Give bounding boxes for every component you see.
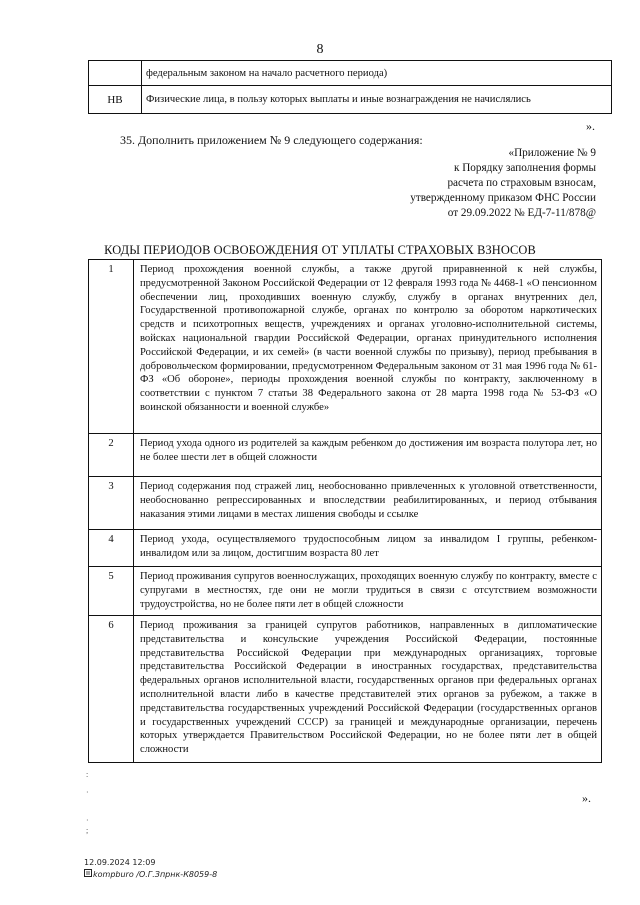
closing-quote-mark: ». — [586, 119, 595, 133]
footer-document-code — [84, 869, 217, 880]
top-code-table — [88, 60, 612, 114]
closing-quote-mark: ». — [582, 791, 591, 805]
page-number: 8 — [316, 42, 324, 57]
footer-timestamp: 12.09.2024 12:09 — [84, 858, 156, 867]
description-cell: Физические лица, в пользу которых выплаты и иные вознаграждения не начислялись — [142, 86, 612, 114]
margin-mark: : — [86, 770, 89, 779]
period-codes-table — [88, 259, 602, 763]
margin-mark: · — [86, 788, 89, 797]
appendix-header-line: утвержденному приказом ФНС России — [410, 192, 596, 204]
appendix-header-line: от 29.09.2022 № ЕД-7-11/878@ — [447, 207, 596, 219]
description-cell: Период содержания под стражей лиц, необоснованно привлеченных к уголовной ответственности, необоснованно репрессированных и впоследствии реабилитированных, и период отбывания наказания этими лицами в местах лишения свободы и ссылке — [134, 477, 602, 530]
table-row — [89, 61, 612, 86]
code-cell: НВ — [89, 86, 142, 114]
amendment-paragraph: 35. Дополнить приложением № 9 следующего содержания: — [120, 133, 423, 147]
description-cell: федеральным законом на начало расчетного периода) — [142, 61, 612, 86]
table-row — [89, 477, 602, 530]
description-cell: Период ухода, осуществляемого трудоспособным лицом за инвалидом I группы, ребенком-инвалидом или за лицом, достигшим возраста 80 лет — [134, 530, 602, 567]
code-cell: 5 — [89, 567, 134, 616]
appendix-header-line: «Приложение № 9 — [508, 147, 596, 159]
description-cell: Период прохождения военной службы, а также другой приравненной к ней службы, предусмотренной Законом Российской Федерации от 12 февраля 1993 года № 4468-1 «О пенсионном обеспечении лиц, проходивших военную службу, службу в органах внутренних дел, Государственной противопожарной службе, органах по контролю за оборотом наркотических средств и психотропных веществ, учреждениях и органах уголовно-исполнительной системы, войсках национальной гвардии Российской Федерации, органах принудительного исполнения Российской Федерации, и их семей» (в части военной службы по призыву), период пребывания в добровольческом формировании, предусмотренном Федеральным законом от 31 мая 1996 года № 61-ФЗ «Об обороне», периоды прохождения военной службы по контракту, заключенному в соответствии с пунктом 7 статьи 38 Федерального закона от 28 марта 1998 года № 53-ФЗ «О воинской обязанности и военной службе» — [134, 260, 602, 434]
margin-mark: ; — [86, 826, 89, 835]
code-cell: 6 — [89, 616, 134, 763]
margin-mark: · — [86, 816, 89, 825]
table-row — [89, 616, 602, 763]
document-icon — [84, 869, 92, 880]
appendix-header-line: расчета по страховым взносам, — [447, 177, 596, 189]
section-heading: КОДЫ ПЕРИОДОВ ОСВОБОЖДЕНИЯ ОТ УПЛАТЫ СТРАХОВЫХ ВЗНОСОВ — [104, 243, 536, 257]
table-row — [89, 434, 602, 477]
code-cell: 4 — [89, 530, 134, 567]
table-row — [89, 86, 612, 114]
code-cell: 3 — [89, 477, 134, 530]
appendix-header — [410, 146, 596, 221]
code-cell: 1 — [89, 260, 134, 434]
code-cell: 2 — [89, 434, 134, 477]
code-cell — [89, 61, 142, 86]
table-row — [89, 260, 602, 434]
description-cell: Период ухода одного из родителей за каждым ребенком до достижения им возраста полутора лет, но не более шести лет в общей сложности — [134, 434, 602, 477]
table-row — [89, 567, 602, 616]
appendix-header-line: к Порядку заполнения формы — [454, 162, 596, 174]
table-row — [89, 530, 602, 567]
footer-code-text: kompburo /О.Г.Зпрнк-К8059-8 — [93, 870, 218, 879]
description-cell: Период проживания за границей супругов работников, направленных в дипломатические представительства и консульские учреждения Российской Федерации, постоянные представительства Российской Федерации при международных организациях, торговые представительства Российской Федерации в иностранных государствах, представительства федеральных органов исполнительной власти, государственных органов при федеральных органах исполнительной власти либо в качестве представителей этих органов за рубежом, а также в представительства государственных учреждений Российской Федерации (государственных органов и государственных учреждений СССР) за границей и международные организации, перечень которых утверждается Правительством Российской Федерации, но не более пяти лет в общей сложности — [134, 616, 602, 763]
description-cell: Период проживания супругов военнослужащих, проходящих военную службу по контракту, вместе с супругами в местностях, где они не могли трудиться в связи с отсутствием возможности трудоустройства, но не более пяти лет в общей сложности — [134, 567, 602, 616]
